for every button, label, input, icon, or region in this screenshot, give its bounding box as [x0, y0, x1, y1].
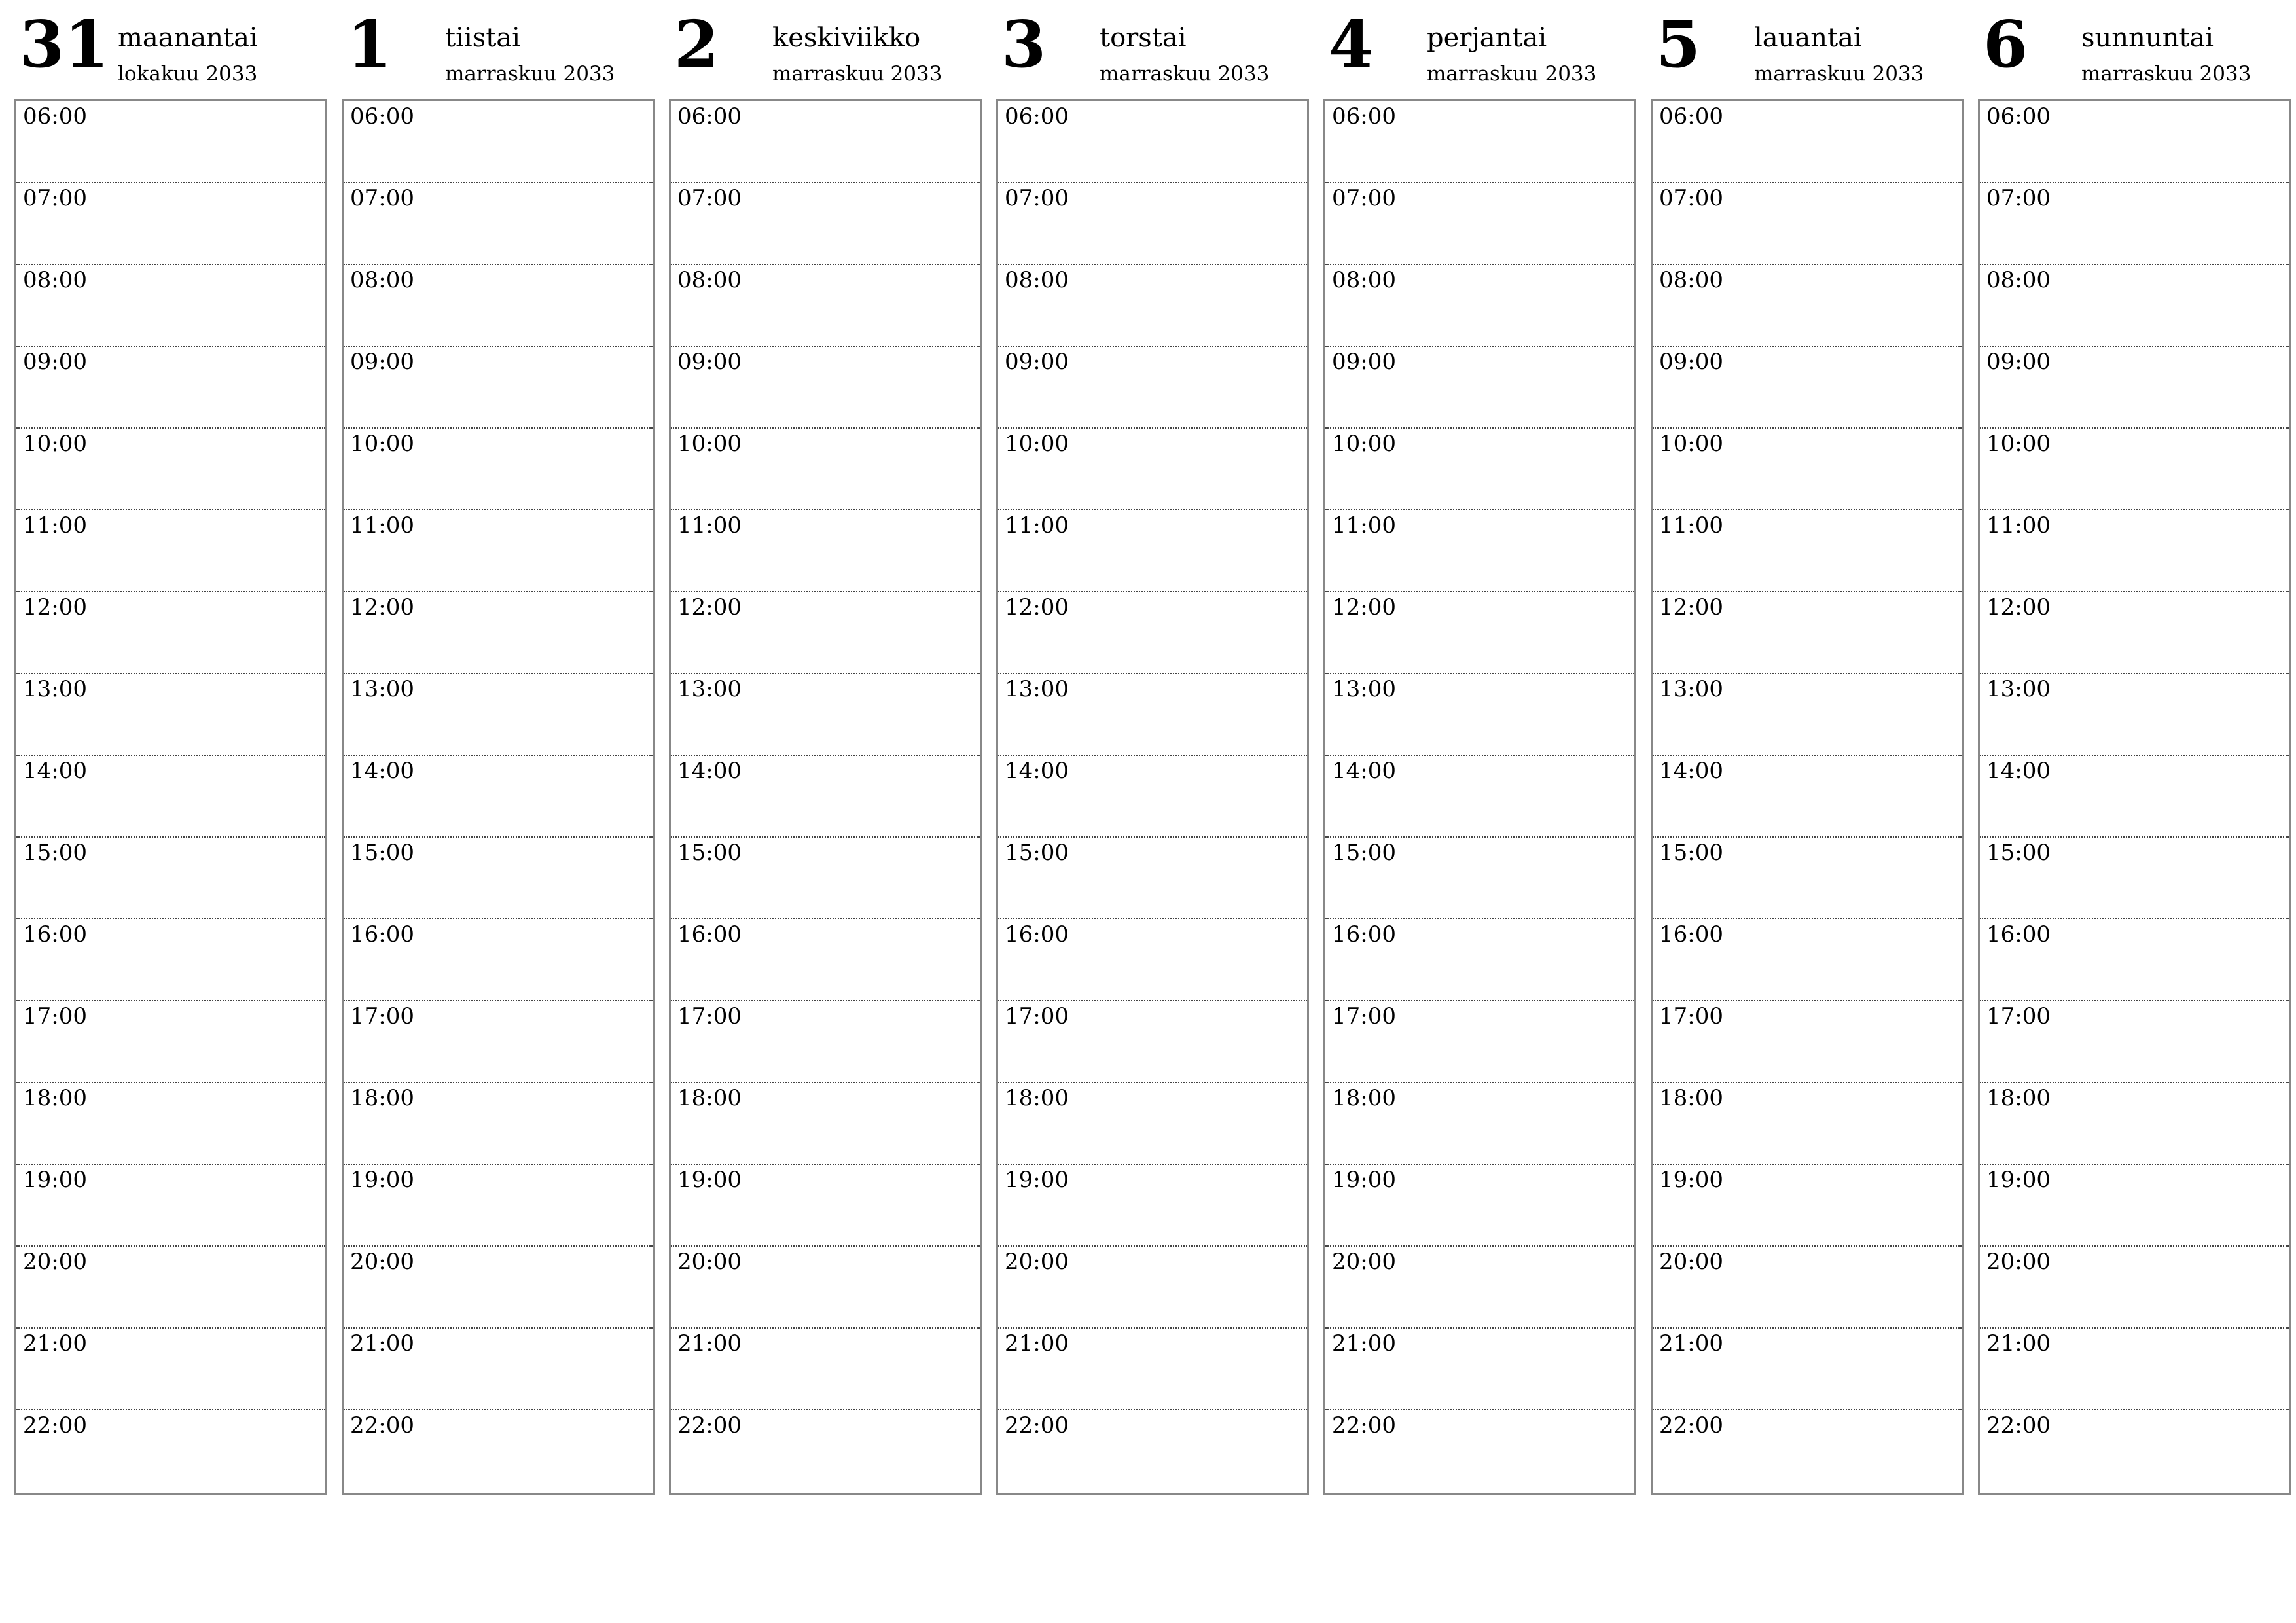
time-slot[interactable]: [344, 1410, 653, 1492]
day-column: [14, 0, 327, 1499]
time-label: 15:00: [1005, 840, 1069, 866]
time-slot[interactable]: [1325, 429, 1634, 510]
time-label: 07:00: [1659, 185, 1723, 211]
time-slot[interactable]: [1980, 510, 2289, 592]
time-slot[interactable]: [16, 838, 325, 919]
time-slot[interactable]: [344, 347, 653, 429]
time-slot[interactable]: [16, 1083, 325, 1165]
weekday-name: sunnuntai: [2081, 23, 2214, 53]
time-label: 07:00: [23, 185, 87, 211]
time-slot[interactable]: [1980, 674, 2289, 756]
time-slot[interactable]: [344, 265, 653, 347]
time-label: 07:00: [1986, 185, 2051, 211]
time-label: 17:00: [1005, 1003, 1069, 1029]
time-label: 06:00: [1659, 103, 1723, 130]
time-label: 11:00: [350, 512, 414, 539]
day-number: 6: [1983, 7, 2028, 82]
time-label: 14:00: [1986, 758, 2051, 784]
time-slot[interactable]: [16, 1410, 325, 1492]
day-header: [1323, 0, 1636, 99]
day-header: [996, 0, 1309, 99]
time-slot[interactable]: [16, 1329, 325, 1410]
day-number: 31: [20, 7, 109, 82]
time-label: 17:00: [677, 1003, 742, 1029]
time-slot[interactable]: [671, 101, 980, 183]
time-slot[interactable]: [671, 347, 980, 429]
time-label: 19:00: [1332, 1167, 1396, 1193]
time-slot[interactable]: [1653, 592, 1962, 674]
month-year: marraskuu 2033: [1427, 62, 1597, 86]
time-label: 16:00: [1659, 921, 1723, 948]
time-label: 06:00: [1005, 103, 1069, 130]
time-label: 11:00: [1332, 512, 1396, 539]
time-slot[interactable]: [671, 265, 980, 347]
time-slot[interactable]: [1653, 756, 1962, 838]
day-column: [342, 0, 655, 1499]
time-slot[interactable]: [671, 1083, 980, 1165]
time-label: 15:00: [23, 840, 87, 866]
time-label: 14:00: [1005, 758, 1069, 784]
time-slot[interactable]: [344, 1247, 653, 1329]
time-slot[interactable]: [16, 756, 325, 838]
time-slot[interactable]: [344, 1329, 653, 1410]
time-label: 09:00: [677, 349, 742, 375]
day-column: [669, 0, 982, 1499]
time-label: 10:00: [23, 431, 87, 457]
day-number: 4: [1329, 7, 1374, 82]
time-slot[interactable]: [344, 919, 653, 1001]
time-label: 21:00: [1659, 1330, 1723, 1357]
time-label: 20:00: [350, 1249, 414, 1275]
time-slot[interactable]: [671, 838, 980, 919]
time-slot[interactable]: [998, 265, 1307, 347]
time-label: 19:00: [23, 1167, 87, 1193]
time-label: 16:00: [23, 921, 87, 948]
time-label: 21:00: [350, 1330, 414, 1357]
time-slot[interactable]: [1325, 183, 1634, 265]
time-slot[interactable]: [16, 347, 325, 429]
time-slot[interactable]: [671, 429, 980, 510]
time-slot[interactable]: [1325, 1083, 1634, 1165]
time-slot[interactable]: [1325, 101, 1634, 183]
time-slot[interactable]: [1653, 510, 1962, 592]
month-year: lokakuu 2033: [118, 62, 258, 86]
day-number: 1: [347, 7, 392, 82]
time-label: 13:00: [23, 676, 87, 702]
time-slot[interactable]: [1980, 183, 2289, 265]
time-label: 06:00: [350, 103, 414, 130]
time-label: 20:00: [1659, 1249, 1723, 1275]
time-slot[interactable]: [16, 1001, 325, 1083]
day-number: 5: [1656, 7, 1701, 82]
time-slot[interactable]: [344, 101, 653, 183]
time-slot[interactable]: [1980, 919, 2289, 1001]
time-slot[interactable]: [1980, 101, 2289, 183]
weekday-name: tiistai: [445, 23, 520, 53]
time-slot[interactable]: [671, 1165, 980, 1247]
time-slot[interactable]: [1980, 1329, 2289, 1410]
time-slot[interactable]: [998, 1083, 1307, 1165]
time-label: 06:00: [23, 103, 87, 130]
time-slot[interactable]: [998, 592, 1307, 674]
time-label: 10:00: [1005, 431, 1069, 457]
time-label: 13:00: [1986, 676, 2051, 702]
time-slot[interactable]: [1653, 838, 1962, 919]
day-schedule-box: [1323, 99, 1636, 1495]
time-label: 09:00: [1332, 349, 1396, 375]
time-slot[interactable]: [1980, 592, 2289, 674]
time-slot[interactable]: [1980, 1083, 2289, 1165]
time-label: 12:00: [1659, 594, 1723, 620]
time-slot[interactable]: [1653, 101, 1962, 183]
time-slot[interactable]: [16, 674, 325, 756]
time-label: 12:00: [1986, 594, 2051, 620]
day-number: 2: [674, 7, 719, 82]
day-schedule-box: [342, 99, 655, 1495]
time-label: 09:00: [23, 349, 87, 375]
time-slot[interactable]: [1653, 1247, 1962, 1329]
time-slot[interactable]: [1653, 265, 1962, 347]
day-column: [996, 0, 1309, 1499]
time-slot[interactable]: [344, 510, 653, 592]
day-header: [342, 0, 655, 99]
time-slot[interactable]: [1325, 347, 1634, 429]
time-slot[interactable]: [1653, 1001, 1962, 1083]
time-label: 09:00: [1986, 349, 2051, 375]
day-header: [14, 0, 327, 99]
time-label: 15:00: [1659, 840, 1723, 866]
time-label: 18:00: [1659, 1085, 1723, 1111]
time-label: 07:00: [350, 185, 414, 211]
time-slot[interactable]: [1980, 1001, 2289, 1083]
time-label: 20:00: [23, 1249, 87, 1275]
time-label: 16:00: [1332, 921, 1396, 948]
time-slot[interactable]: [344, 838, 653, 919]
day-header: [1651, 0, 1964, 99]
weekday-name: torstai: [1100, 23, 1187, 53]
time-slot[interactable]: [998, 756, 1307, 838]
time-label: 08:00: [1986, 267, 2051, 293]
time-label: 14:00: [1332, 758, 1396, 784]
time-slot[interactable]: [998, 1247, 1307, 1329]
time-label: 20:00: [1005, 1249, 1069, 1275]
time-slot[interactable]: [1325, 1329, 1634, 1410]
time-slot[interactable]: [671, 756, 980, 838]
day-schedule-box: [996, 99, 1309, 1495]
time-slot[interactable]: [671, 1410, 980, 1492]
time-label: 08:00: [1659, 267, 1723, 293]
time-slot[interactable]: [16, 1247, 325, 1329]
time-label: 21:00: [1005, 1330, 1069, 1357]
time-label: 13:00: [677, 676, 742, 702]
weekly-planner: [14, 0, 2283, 1499]
time-slot[interactable]: [998, 101, 1307, 183]
time-label: 16:00: [677, 921, 742, 948]
time-slot[interactable]: [998, 1165, 1307, 1247]
time-label: 10:00: [677, 431, 742, 457]
time-slot[interactable]: [671, 1247, 980, 1329]
time-label: 08:00: [23, 267, 87, 293]
time-slot[interactable]: [1653, 919, 1962, 1001]
time-slot[interactable]: [1980, 838, 2289, 919]
time-label: 18:00: [1986, 1085, 2051, 1111]
time-slot[interactable]: [1653, 1329, 1962, 1410]
time-label: 20:00: [677, 1249, 742, 1275]
time-label: 09:00: [1659, 349, 1723, 375]
time-label: 22:00: [1332, 1412, 1396, 1438]
time-label: 09:00: [1005, 349, 1069, 375]
time-label: 17:00: [1659, 1003, 1723, 1029]
time-slot[interactable]: [998, 1329, 1307, 1410]
time-slot[interactable]: [998, 919, 1307, 1001]
time-label: 14:00: [23, 758, 87, 784]
time-label: 10:00: [1659, 431, 1723, 457]
time-label: 11:00: [677, 512, 742, 539]
time-slot[interactable]: [998, 429, 1307, 510]
time-slot[interactable]: [998, 183, 1307, 265]
time-slot[interactable]: [344, 756, 653, 838]
day-column: [1323, 0, 1636, 1499]
time-label: 11:00: [1659, 512, 1723, 539]
time-slot[interactable]: [1325, 510, 1634, 592]
time-slot[interactable]: [1653, 183, 1962, 265]
day-column: [1978, 0, 2291, 1499]
time-label: 15:00: [350, 840, 414, 866]
time-slot[interactable]: [16, 265, 325, 347]
time-label: 13:00: [1659, 676, 1723, 702]
time-label: 22:00: [1986, 1412, 2051, 1438]
time-label: 18:00: [350, 1085, 414, 1111]
month-year: marraskuu 2033: [445, 62, 615, 86]
time-slot[interactable]: [344, 1001, 653, 1083]
time-label: 12:00: [23, 594, 87, 620]
time-slot[interactable]: [16, 510, 325, 592]
time-label: 19:00: [350, 1167, 414, 1193]
month-year: marraskuu 2033: [2081, 62, 2251, 86]
time-label: 22:00: [1659, 1412, 1723, 1438]
time-slot[interactable]: [16, 183, 325, 265]
time-slot[interactable]: [671, 674, 980, 756]
weekday-name: perjantai: [1427, 23, 1547, 53]
time-slot[interactable]: [1980, 347, 2289, 429]
month-year: marraskuu 2033: [1100, 62, 1270, 86]
time-label: 13:00: [1005, 676, 1069, 702]
time-label: 18:00: [1005, 1085, 1069, 1111]
time-slot[interactable]: [671, 510, 980, 592]
time-label: 14:00: [1659, 758, 1723, 784]
time-label: 07:00: [677, 185, 742, 211]
time-label: 22:00: [23, 1412, 87, 1438]
month-year: marraskuu 2033: [772, 62, 942, 86]
time-slot[interactable]: [998, 347, 1307, 429]
time-label: 12:00: [350, 594, 414, 620]
time-label: 12:00: [1005, 594, 1069, 620]
day-schedule-box: [14, 99, 327, 1495]
time-label: 18:00: [23, 1085, 87, 1111]
time-slot[interactable]: [1325, 1165, 1634, 1247]
time-label: 21:00: [23, 1330, 87, 1357]
time-slot[interactable]: [1325, 1247, 1634, 1329]
time-slot[interactable]: [344, 183, 653, 265]
time-label: 16:00: [1986, 921, 2051, 948]
time-label: 17:00: [23, 1003, 87, 1029]
time-label: 11:00: [23, 512, 87, 539]
time-slot[interactable]: [1980, 1247, 2289, 1329]
time-label: 19:00: [1659, 1167, 1723, 1193]
time-label: 17:00: [1986, 1003, 2051, 1029]
time-slot[interactable]: [998, 838, 1307, 919]
time-slot[interactable]: [16, 1165, 325, 1247]
time-slot[interactable]: [1653, 674, 1962, 756]
time-label: 08:00: [677, 267, 742, 293]
time-label: 10:00: [1332, 431, 1396, 457]
day-header: [669, 0, 982, 99]
time-label: 22:00: [677, 1412, 742, 1438]
time-slot[interactable]: [1980, 429, 2289, 510]
time-slot[interactable]: [671, 919, 980, 1001]
time-slot[interactable]: [998, 510, 1307, 592]
month-year: marraskuu 2033: [1754, 62, 1924, 86]
time-slot[interactable]: [1325, 265, 1634, 347]
time-label: 06:00: [677, 103, 742, 130]
time-slot[interactable]: [1325, 838, 1634, 919]
time-slot[interactable]: [1653, 1083, 1962, 1165]
time-label: 10:00: [1986, 431, 2051, 457]
time-label: 20:00: [1986, 1249, 2051, 1275]
time-label: 14:00: [677, 758, 742, 784]
time-label: 06:00: [1332, 103, 1396, 130]
time-slot[interactable]: [1980, 265, 2289, 347]
time-slot[interactable]: [998, 1001, 1307, 1083]
day-column: [1651, 0, 1964, 1499]
time-slot[interactable]: [1325, 674, 1634, 756]
time-label: 07:00: [1005, 185, 1069, 211]
time-slot[interactable]: [671, 592, 980, 674]
time-label: 17:00: [350, 1003, 414, 1029]
time-slot[interactable]: [16, 919, 325, 1001]
time-slot[interactable]: [1325, 756, 1634, 838]
time-label: 12:00: [1332, 594, 1396, 620]
time-slot[interactable]: [1325, 1410, 1634, 1492]
time-slot[interactable]: [998, 1410, 1307, 1492]
time-label: 21:00: [677, 1330, 742, 1357]
time-label: 13:00: [1332, 676, 1396, 702]
time-slot[interactable]: [1980, 1410, 2289, 1492]
time-label: 22:00: [1005, 1412, 1069, 1438]
time-slot[interactable]: [344, 674, 653, 756]
time-slot[interactable]: [344, 1083, 653, 1165]
time-label: 18:00: [677, 1085, 742, 1111]
time-slot[interactable]: [1980, 1165, 2289, 1247]
time-label: 22:00: [350, 1412, 414, 1438]
day-schedule-box: [1651, 99, 1964, 1495]
time-slot[interactable]: [998, 674, 1307, 756]
time-slot[interactable]: [344, 1165, 653, 1247]
time-slot[interactable]: [16, 592, 325, 674]
day-schedule-box: [1978, 99, 2291, 1495]
time-slot[interactable]: [1980, 756, 2289, 838]
weekday-name: lauantai: [1754, 23, 1862, 53]
time-slot[interactable]: [1653, 1165, 1962, 1247]
time-label: 08:00: [1005, 267, 1069, 293]
time-slot[interactable]: [1653, 1410, 1962, 1492]
time-label: 08:00: [1332, 267, 1396, 293]
time-label: 14:00: [350, 758, 414, 784]
time-label: 15:00: [1986, 840, 2051, 866]
time-label: 15:00: [1332, 840, 1396, 866]
time-label: 11:00: [1005, 512, 1069, 539]
time-slot[interactable]: [1325, 919, 1634, 1001]
time-slot[interactable]: [671, 183, 980, 265]
time-label: 12:00: [677, 594, 742, 620]
day-header: [1978, 0, 2291, 99]
time-label: 18:00: [1332, 1085, 1396, 1111]
time-label: 17:00: [1332, 1003, 1396, 1029]
time-slot[interactable]: [1653, 429, 1962, 510]
time-slot[interactable]: [1653, 347, 1962, 429]
time-label: 19:00: [1005, 1167, 1069, 1193]
time-label: 08:00: [350, 267, 414, 293]
day-schedule-box: [669, 99, 982, 1495]
time-slot[interactable]: [671, 1001, 980, 1083]
time-label: 07:00: [1332, 185, 1396, 211]
weekday-name: keskiviikko: [772, 23, 921, 53]
time-label: 21:00: [1332, 1330, 1396, 1357]
time-slot[interactable]: [16, 429, 325, 510]
time-label: 21:00: [1986, 1330, 2051, 1357]
time-label: 06:00: [1986, 103, 2051, 130]
time-slot[interactable]: [16, 101, 325, 183]
time-label: 20:00: [1332, 1249, 1396, 1275]
time-label: 19:00: [677, 1167, 742, 1193]
time-label: 09:00: [350, 349, 414, 375]
time-label: 11:00: [1986, 512, 2051, 539]
time-label: 10:00: [350, 431, 414, 457]
time-label: 13:00: [350, 676, 414, 702]
time-slot[interactable]: [344, 429, 653, 510]
time-label: 16:00: [350, 921, 414, 948]
time-label: 16:00: [1005, 921, 1069, 948]
time-label: 19:00: [1986, 1167, 2051, 1193]
time-slot[interactable]: [344, 592, 653, 674]
day-number: 3: [1001, 7, 1047, 82]
time-slot[interactable]: [671, 1329, 980, 1410]
time-slot[interactable]: [1325, 592, 1634, 674]
weekday-name: maanantai: [118, 23, 258, 53]
time-label: 15:00: [677, 840, 742, 866]
time-slot[interactable]: [1325, 1001, 1634, 1083]
